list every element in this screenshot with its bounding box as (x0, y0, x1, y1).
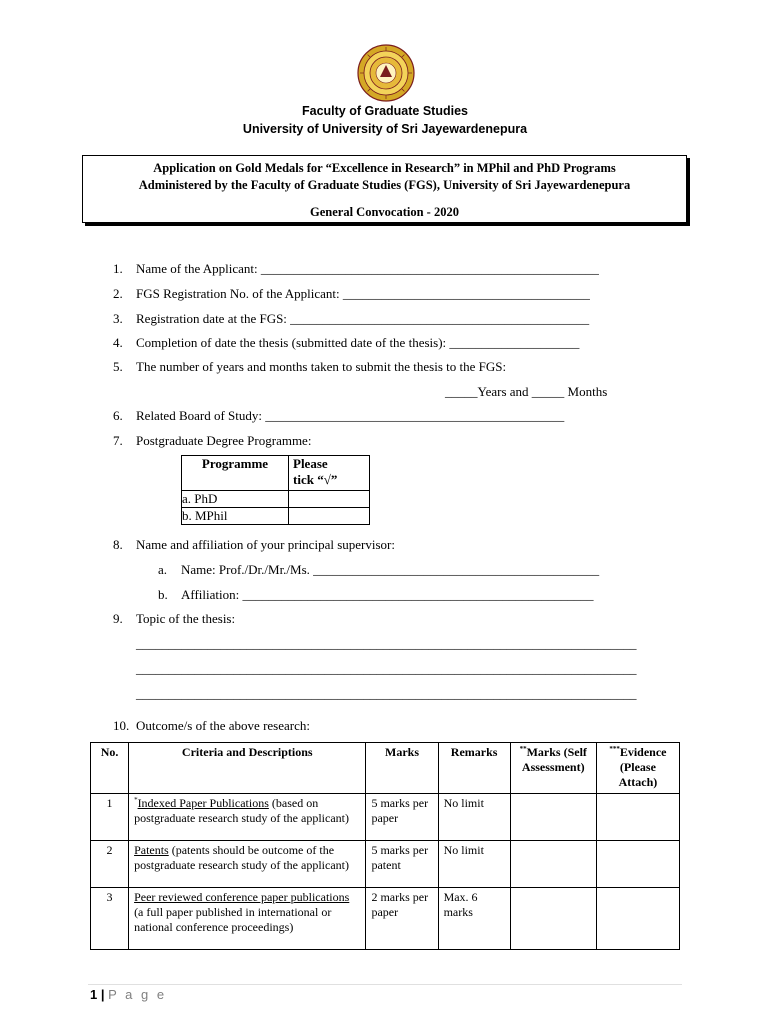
title-line-2: Administered by the Faculty of Graduate Studies (FGS), University of Sri Jayewardenepura (138, 178, 631, 192)
row-number: 3 (91, 888, 129, 950)
programme-header: Programme (182, 456, 289, 491)
field-number: 3. (113, 311, 123, 326)
row-number: 2 (91, 841, 129, 888)
remarks-cell: No limit (438, 841, 510, 888)
tick-cell-mphil[interactable] (289, 508, 370, 525)
tick-cell-phd[interactable] (289, 491, 370, 508)
supervisor-affiliation-field[interactable]: Affiliation: ______________________________________________________ (181, 587, 594, 602)
thesis-topic-line[interactable]: _____________________________________________________________________________ (136, 636, 637, 651)
marks-header: Marks (366, 743, 438, 794)
years-months-field[interactable]: _____Years and _____ Months (445, 384, 608, 399)
sub-letter: b. (158, 587, 168, 602)
registration-number-field[interactable]: FGS Registration No. of the Applicant: ______________________________________ (136, 286, 590, 301)
tick-header (289, 456, 370, 491)
university-seal-icon (357, 44, 415, 102)
university-heading: University of University of Sri Jayewardenepura (242, 122, 528, 136)
criteria-cell (129, 841, 366, 888)
field-number: 8. (113, 537, 123, 552)
evidence-cell[interactable] (596, 794, 679, 841)
applicant-name-field[interactable]: Name of the Applicant: ____________________________________________________ (136, 261, 599, 276)
outcome-label: Outcome/s of the above research: (136, 718, 310, 733)
self-assessment-cell[interactable] (510, 888, 596, 950)
criteria-description: (based on postgraduate research study of the applicant) (134, 796, 349, 825)
self-assessment-cell[interactable] (510, 794, 596, 841)
thesis-topic-line[interactable]: _____________________________________________________________________________ (136, 661, 637, 676)
title-line-1: Application on Gold Medals for “Excellence in Research” in MPhil and PhD Programs (153, 161, 616, 175)
criteria-cell (129, 794, 366, 841)
criteria-title: Peer reviewed conference paper publications (134, 890, 350, 904)
degree-programme-label: Postgraduate Degree Programme: (136, 433, 312, 448)
supervisor-name-field[interactable]: Name: Prof./Dr./Mr./Ms. ____________________________________________ (181, 562, 600, 577)
field-number: 1. (113, 261, 123, 276)
footnote-marker: * (134, 796, 138, 804)
page-footer (90, 987, 167, 1002)
table-row (91, 794, 680, 841)
evidence-label: Evidence (Please Attach) (618, 745, 667, 789)
title-box (82, 155, 687, 223)
field-number: 9. (113, 611, 123, 626)
marks-cell: 2 marks per paper (366, 888, 438, 950)
thesis-topic-label: Topic of the thesis: (136, 611, 236, 626)
remarks-header: Remarks (438, 743, 510, 794)
tick-header-line-1: Please (293, 456, 328, 471)
criteria-table (90, 742, 680, 950)
remarks-cell: No limit (438, 794, 510, 841)
evidence-header (596, 743, 679, 794)
footer-separator: | (100, 987, 105, 1002)
programme-mphil: b. MPhil (182, 508, 289, 525)
table-row (91, 888, 680, 950)
field-number: 2. (113, 286, 123, 301)
registration-date-field[interactable]: Registration date at the FGS: ______________________________________________ (136, 311, 590, 326)
table-row (91, 841, 680, 888)
footnote-marker: *** (609, 745, 620, 753)
self-assessment-header (510, 743, 596, 794)
self-assessment-label: Marks (Self Assessment) (521, 745, 587, 774)
page-number: 1 (90, 987, 98, 1002)
duration-question: The number of years and months taken to submit the thesis to the FGS: (136, 359, 507, 374)
tick-header-line-2: tick “√” (293, 472, 338, 487)
programme-phd: a. PhD (182, 491, 289, 508)
field-number: 10. (113, 718, 130, 733)
remarks-cell: Max. 6 marks (438, 888, 510, 950)
marks-cell: 5 marks per paper (366, 794, 438, 841)
programme-table (181, 455, 370, 525)
criteria-cell (129, 888, 366, 950)
field-number: 4. (113, 335, 123, 350)
criteria-title: Patents (134, 843, 169, 857)
faculty-heading: Faculty of Graduate Studies (301, 104, 468, 118)
criteria-description: (patents should be outcome of the postgraduate research study of the applicant) (134, 843, 349, 872)
self-assessment-cell[interactable] (510, 841, 596, 888)
marks-cell: 5 marks per patent (366, 841, 438, 888)
page-word: P a g e (108, 987, 167, 1002)
thesis-completion-date-field[interactable]: Completion of date the thesis (submitted date of the thesis): ____________________ (136, 335, 580, 350)
no-header: No. (91, 743, 129, 794)
field-number: 6. (113, 408, 123, 423)
thesis-topic-line[interactable]: _____________________________________________________________________________ (136, 686, 637, 701)
evidence-cell[interactable] (596, 841, 679, 888)
field-number: 5. (113, 359, 123, 374)
supervisor-label: Name and affiliation of your principal supervisor: (136, 537, 395, 552)
board-of-study-field[interactable]: Related Board of Study: ______________________________________________ (136, 408, 565, 423)
criteria-header: Criteria and Descriptions (129, 743, 366, 794)
field-number: 7. (113, 433, 123, 448)
evidence-cell[interactable] (596, 888, 679, 950)
row-number: 1 (91, 794, 129, 841)
footer-divider (88, 984, 682, 985)
criteria-description: (a full paper published in international or national conference proceedings) (134, 905, 332, 934)
sub-letter: a. (158, 562, 168, 577)
convocation-title: General Convocation - 2020 (310, 205, 459, 219)
criteria-title: Indexed Paper Publications (137, 796, 269, 810)
footnote-marker: ** (519, 745, 527, 753)
